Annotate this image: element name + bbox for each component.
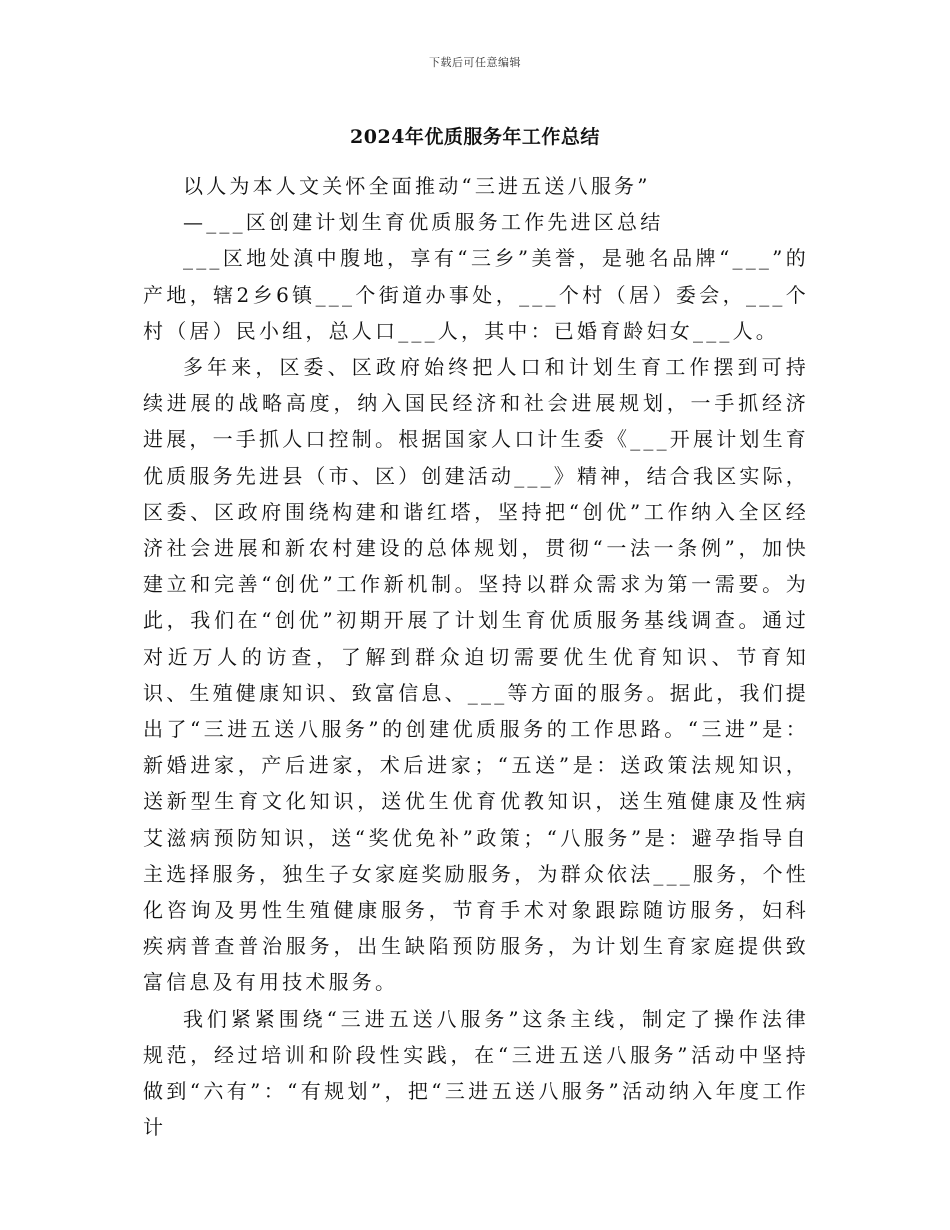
paragraph-main: 多年来，区委、区政府始终把人口和计划生育工作摆到可持续进展的战略高度，纳入国民经济和社会进展规划，一手抓经济进展，一手抓人口控制。根据国家人口计生委《___开展计划生育优质服务先进县（市、区）创建活动___》精神，结合我区实际，区委、区政府围绕构建和谐红塔，坚持把“创优”工作纳入全区经济社会进展和新农村建设的总体规划，贯彻“一法一条例”，加快建立和完善“创优”工作新机制。坚持以群众需求为第一需要。为此，我们在“创优”初期开展了计划生育优质服务基线调查。通过对近万人的访查，了解到群众迫切需要优生优育知识、节育知识、生殖健康知识、致富信息、___等方面的服务。据此，我们提出了“三进五送八服务”的创建优质服务的工作思路。“三进”是：新婚进家，产后进家，术后进家；“五送”是：送政策法规知识，送新型生育文化知识，送优生优育优教知识，送生殖健康及性病艾滋病预防知识，送“奖优免补”政策；“八服务”是：避孕指导自主选择服务，独生子女家庭奖励服务，为群众依法___服务，个性化咨询及男性生殖健康服务，节育手术对象跟踪随访服务，妇科疾病普查普治服务，出生缺陷预防服务，为计划生育家庭提供致富信息及有用技术服务。	[143, 355, 809, 995]
subtitle-line-2: —___区创建计划生育优质服务工作先进区总结	[183, 210, 664, 235]
document-title: 2024年优质服务年工作总结	[350, 126, 600, 148]
document-body	[143, 168, 809, 1145]
paragraph-intro: ___区地处滇中腹地，享有“三乡”美誉，是驰名品牌“___”的产地，辖2乡6镇___个街道办事处，___个村（居）委会，___个村（居）民小组，总人口___人，其中：已婚育龄妇女___人。	[143, 246, 809, 343]
paragraph-closing: 我们紧紧围绕“三进五送八服务”这条主线，制定了操作法律规范，经过培训和阶段性实践，在“三进五送八服务”活动中坚持做到“六有”：“有规划”，把“三进五送八服务”活动纳入年度工作计	[143, 1006, 809, 1140]
header-note: 下载后可任意编辑	[429, 56, 521, 69]
subtitle-line-1: 以人为本人文关怀全面推动“三进五送八服务”	[183, 174, 651, 198]
